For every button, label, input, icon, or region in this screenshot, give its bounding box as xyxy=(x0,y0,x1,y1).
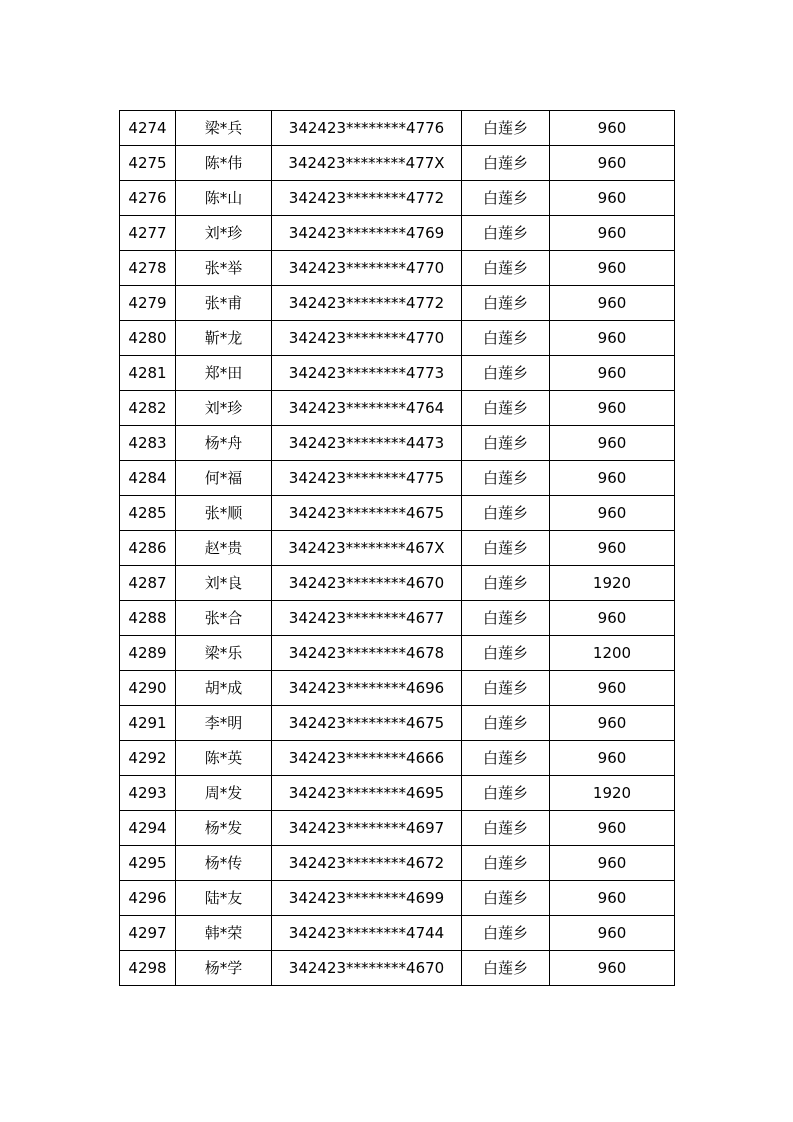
name-cell: 陆*友 xyxy=(176,881,272,916)
table-row xyxy=(120,356,675,391)
name-cell: 赵*贵 xyxy=(176,531,272,566)
table-row xyxy=(120,916,675,951)
amount-cell: 960 xyxy=(550,601,675,636)
id-number-cell: 342423********4772 xyxy=(272,286,462,321)
township-cell: 白莲乡 xyxy=(462,846,550,881)
id-number-cell: 342423********4672 xyxy=(272,846,462,881)
township-cell: 白莲乡 xyxy=(462,146,550,181)
township-cell: 白莲乡 xyxy=(462,601,550,636)
name-cell: 陈*英 xyxy=(176,741,272,776)
table-row xyxy=(120,146,675,181)
table-row xyxy=(120,566,675,601)
id-number-cell: 342423********4772 xyxy=(272,181,462,216)
id-number-cell: 342423********4699 xyxy=(272,881,462,916)
table-row xyxy=(120,286,675,321)
township-cell: 白莲乡 xyxy=(462,391,550,426)
amount-cell: 960 xyxy=(550,286,675,321)
amount-cell: 960 xyxy=(550,881,675,916)
id-number-cell: 342423********4675 xyxy=(272,706,462,741)
name-cell: 李*明 xyxy=(176,706,272,741)
serial-number-cell: 4282 xyxy=(120,391,176,426)
township-cell: 白莲乡 xyxy=(462,706,550,741)
name-cell: 靳*龙 xyxy=(176,321,272,356)
serial-number-cell: 4274 xyxy=(120,111,176,146)
serial-number-cell: 4278 xyxy=(120,251,176,286)
id-number-cell: 342423********4764 xyxy=(272,391,462,426)
table-row xyxy=(120,426,675,461)
serial-number-cell: 4288 xyxy=(120,601,176,636)
amount-cell: 960 xyxy=(550,251,675,286)
amount-cell: 960 xyxy=(550,181,675,216)
amount-cell: 960 xyxy=(550,321,675,356)
amount-cell: 960 xyxy=(550,916,675,951)
serial-number-cell: 4279 xyxy=(120,286,176,321)
amount-cell: 960 xyxy=(550,391,675,426)
name-cell: 张*顺 xyxy=(176,496,272,531)
township-cell: 白莲乡 xyxy=(462,566,550,601)
serial-number-cell: 4280 xyxy=(120,321,176,356)
township-cell: 白莲乡 xyxy=(462,356,550,391)
id-number-cell: 342423********4696 xyxy=(272,671,462,706)
township-cell: 白莲乡 xyxy=(462,251,550,286)
township-cell: 白莲乡 xyxy=(462,496,550,531)
amount-cell: 960 xyxy=(550,951,675,986)
id-number-cell: 342423********4677 xyxy=(272,601,462,636)
serial-number-cell: 4281 xyxy=(120,356,176,391)
serial-number-cell: 4292 xyxy=(120,741,176,776)
id-number-cell: 342423********4744 xyxy=(272,916,462,951)
table-row xyxy=(120,531,675,566)
name-cell: 刘*珍 xyxy=(176,391,272,426)
township-cell: 白莲乡 xyxy=(462,111,550,146)
serial-number-cell: 4289 xyxy=(120,636,176,671)
serial-number-cell: 4294 xyxy=(120,811,176,846)
table-row xyxy=(120,811,675,846)
table-row xyxy=(120,461,675,496)
amount-cell: 960 xyxy=(550,671,675,706)
id-number-cell: 342423********4770 xyxy=(272,251,462,286)
amount-cell: 1920 xyxy=(550,776,675,811)
id-number-cell: 342423********4678 xyxy=(272,636,462,671)
township-cell: 白莲乡 xyxy=(462,951,550,986)
table-row xyxy=(120,601,675,636)
amount-cell: 960 xyxy=(550,111,675,146)
table-row xyxy=(120,881,675,916)
table-row xyxy=(120,391,675,426)
name-cell: 陈*山 xyxy=(176,181,272,216)
id-number-cell: 342423********4695 xyxy=(272,776,462,811)
id-number-cell: 342423********4773 xyxy=(272,356,462,391)
table-row xyxy=(120,951,675,986)
id-number-cell: 342423********4670 xyxy=(272,951,462,986)
serial-number-cell: 4291 xyxy=(120,706,176,741)
amount-cell: 960 xyxy=(550,846,675,881)
serial-number-cell: 4287 xyxy=(120,566,176,601)
roster-table xyxy=(119,110,675,986)
table-row xyxy=(120,181,675,216)
township-cell: 白莲乡 xyxy=(462,216,550,251)
serial-number-cell: 4276 xyxy=(120,181,176,216)
id-number-cell: 342423********4675 xyxy=(272,496,462,531)
serial-number-cell: 4284 xyxy=(120,461,176,496)
serial-number-cell: 4297 xyxy=(120,916,176,951)
amount-cell: 960 xyxy=(550,426,675,461)
id-number-cell: 342423********4666 xyxy=(272,741,462,776)
table-row xyxy=(120,251,675,286)
id-number-cell: 342423********4670 xyxy=(272,566,462,601)
table-row xyxy=(120,846,675,881)
serial-number-cell: 4296 xyxy=(120,881,176,916)
serial-number-cell: 4277 xyxy=(120,216,176,251)
serial-number-cell: 4298 xyxy=(120,951,176,986)
name-cell: 刘*珍 xyxy=(176,216,272,251)
name-cell: 韩*荣 xyxy=(176,916,272,951)
amount-cell: 960 xyxy=(550,706,675,741)
amount-cell: 960 xyxy=(550,461,675,496)
table-row xyxy=(120,216,675,251)
id-number-cell: 342423********4697 xyxy=(272,811,462,846)
name-cell: 杨*学 xyxy=(176,951,272,986)
township-cell: 白莲乡 xyxy=(462,741,550,776)
amount-cell: 960 xyxy=(550,356,675,391)
table-row xyxy=(120,706,675,741)
serial-number-cell: 4286 xyxy=(120,531,176,566)
township-cell: 白莲乡 xyxy=(462,636,550,671)
name-cell: 何*福 xyxy=(176,461,272,496)
serial-number-cell: 4295 xyxy=(120,846,176,881)
township-cell: 白莲乡 xyxy=(462,286,550,321)
table-row xyxy=(120,776,675,811)
roster-table-body xyxy=(120,111,675,986)
township-cell: 白莲乡 xyxy=(462,881,550,916)
serial-number-cell: 4293 xyxy=(120,776,176,811)
amount-cell: 960 xyxy=(550,146,675,181)
name-cell: 张*举 xyxy=(176,251,272,286)
amount-cell: 960 xyxy=(550,496,675,531)
id-number-cell: 342423********477X xyxy=(272,146,462,181)
amount-cell: 1200 xyxy=(550,636,675,671)
table-row xyxy=(120,671,675,706)
table-row xyxy=(120,321,675,356)
name-cell: 郑*田 xyxy=(176,356,272,391)
township-cell: 白莲乡 xyxy=(462,181,550,216)
name-cell: 胡*成 xyxy=(176,671,272,706)
amount-cell: 960 xyxy=(550,531,675,566)
township-cell: 白莲乡 xyxy=(462,321,550,356)
name-cell: 杨*传 xyxy=(176,846,272,881)
serial-number-cell: 4290 xyxy=(120,671,176,706)
township-cell: 白莲乡 xyxy=(462,671,550,706)
amount-cell: 960 xyxy=(550,811,675,846)
name-cell: 张*甫 xyxy=(176,286,272,321)
serial-number-cell: 4285 xyxy=(120,496,176,531)
name-cell: 陈*伟 xyxy=(176,146,272,181)
table-row xyxy=(120,741,675,776)
id-number-cell: 342423********4776 xyxy=(272,111,462,146)
name-cell: 杨*发 xyxy=(176,811,272,846)
township-cell: 白莲乡 xyxy=(462,811,550,846)
township-cell: 白莲乡 xyxy=(462,426,550,461)
township-cell: 白莲乡 xyxy=(462,776,550,811)
name-cell: 梁*乐 xyxy=(176,636,272,671)
table-row xyxy=(120,636,675,671)
name-cell: 刘*良 xyxy=(176,566,272,601)
amount-cell: 960 xyxy=(550,216,675,251)
township-cell: 白莲乡 xyxy=(462,916,550,951)
name-cell: 周*发 xyxy=(176,776,272,811)
serial-number-cell: 4275 xyxy=(120,146,176,181)
township-cell: 白莲乡 xyxy=(462,531,550,566)
id-number-cell: 342423********4769 xyxy=(272,216,462,251)
table-row xyxy=(120,496,675,531)
serial-number-cell: 4283 xyxy=(120,426,176,461)
name-cell: 杨*舟 xyxy=(176,426,272,461)
id-number-cell: 342423********4775 xyxy=(272,461,462,496)
amount-cell: 1920 xyxy=(550,566,675,601)
township-cell: 白莲乡 xyxy=(462,461,550,496)
name-cell: 张*合 xyxy=(176,601,272,636)
id-number-cell: 342423********4473 xyxy=(272,426,462,461)
table-row xyxy=(120,111,675,146)
name-cell: 梁*兵 xyxy=(176,111,272,146)
id-number-cell: 342423********467X xyxy=(272,531,462,566)
amount-cell: 960 xyxy=(550,741,675,776)
id-number-cell: 342423********4770 xyxy=(272,321,462,356)
